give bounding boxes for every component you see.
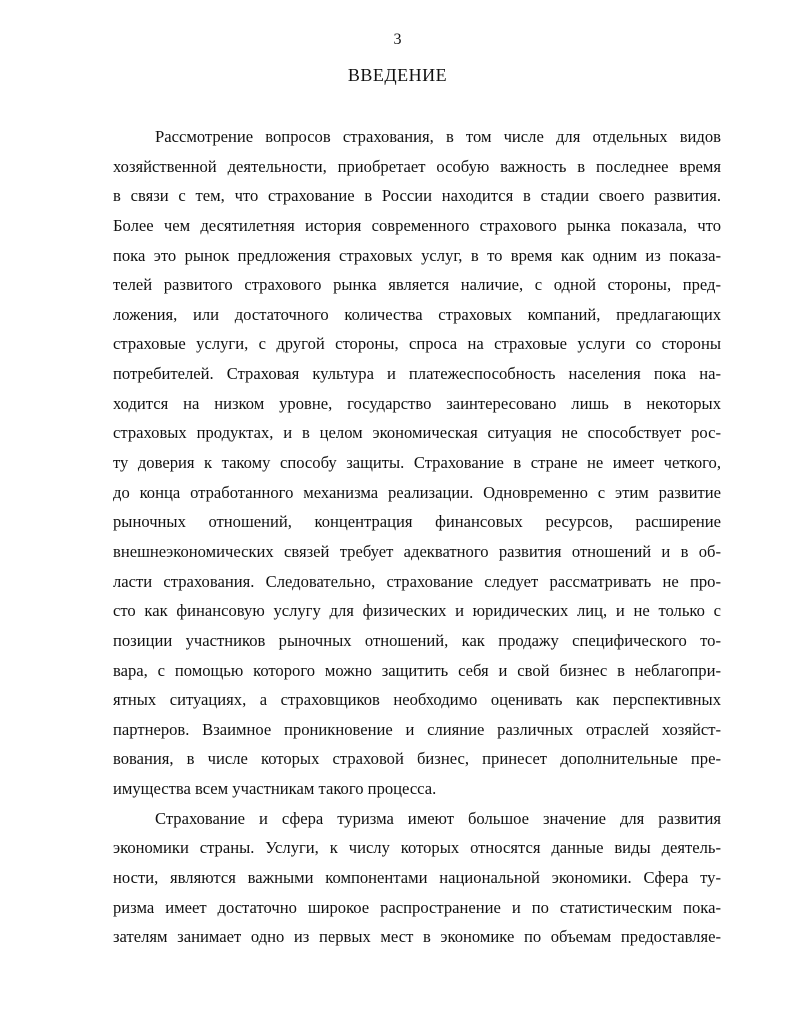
text-line: в связи с тем, что страхование в России находится в стадии своего развития. [113,186,721,206]
paragraph-1 [113,122,721,804]
text-line: Страхование и сфера туризма имеют большое значение для развития [155,808,721,828]
text-line: сто как финансовую услугу для физических и юридических лиц, и не только с [113,601,721,621]
page-number: 3 [393,31,402,48]
text-line: ложения, или достаточного количества страховых компаний, предлагающих [113,304,721,324]
text-line: рыночных отношений, концентрация финансовых ресурсов, расширение [113,512,721,532]
text-line: ласти страхования. Следовательно, страхование следует рассматривать не про- [113,571,721,591]
text-line: позиции участников рыночных отношений, как продажу специфического то- [113,630,721,650]
text-line: ту доверия к такому способу защиты. Страхование в стране не имеет четкого, [113,453,721,473]
section-heading: ВВЕДЕНИЕ [347,65,448,85]
text-line: ризма имеет достаточно широкое распространение и по статистическим пока- [113,897,721,917]
text-line: имущества всем участникам такого процесса. [113,779,437,799]
text-line: Более чем десятилетняя история современного страхового рынка показала, что [113,215,721,235]
text-line: страховых продуктах, и в целом экономическая ситуация не способствует рос- [113,423,721,443]
text-line: ходится на низком уровне, государство заинтересовано лишь в некоторых [113,393,721,413]
body-text [113,122,721,952]
paragraph-2 [113,804,721,952]
text-line: зателям занимает одно из первых мест в экономике по объемам предоставляе- [113,927,721,947]
text-line: партнеров. Взаимное проникновение и слияние различных отраслей хозяйст- [113,719,721,739]
text-line: до конца отработанного механизма реализации. Одновременно с этим развитие [113,482,721,502]
text-line: хозяйственной деятельности, приобретает особую важность в последнее время [113,156,721,176]
text-line: вара, с помощью которого можно защитить себя и свой бизнес в неблагопри- [113,660,721,680]
text-line: пока это рынок предложения страховых услуг, в то время как одним из показа- [113,245,721,265]
text-line: телей развитого страхового рынка является наличие, с одной стороны, пред- [113,275,721,295]
text-line: экономики страны. Услуги, к числу которых относятся данные виды деятель- [113,838,721,858]
text-line: вования, в числе которых страховой бизнес, принесет дополнительные пре- [113,749,721,769]
text-line: внешнеэкономических связей требует адекватного развития отношений и в об- [113,541,721,561]
text-line: Рассмотрение вопросов страхования, в том числе для отдельных видов [155,127,721,146]
text-line: страховые услуги, с другой стороны, спроса на страховые услуги со стороны [113,334,721,354]
text-line: ятных ситуациях, а страховщиков необходимо оценивать как перспективных [113,690,721,710]
text-line: ности, являются важными компонентами национальной экономики. Сфера ту- [113,868,721,888]
text-line: потребителей. Страховая культура и платежеспособность населения пока на- [113,364,721,384]
